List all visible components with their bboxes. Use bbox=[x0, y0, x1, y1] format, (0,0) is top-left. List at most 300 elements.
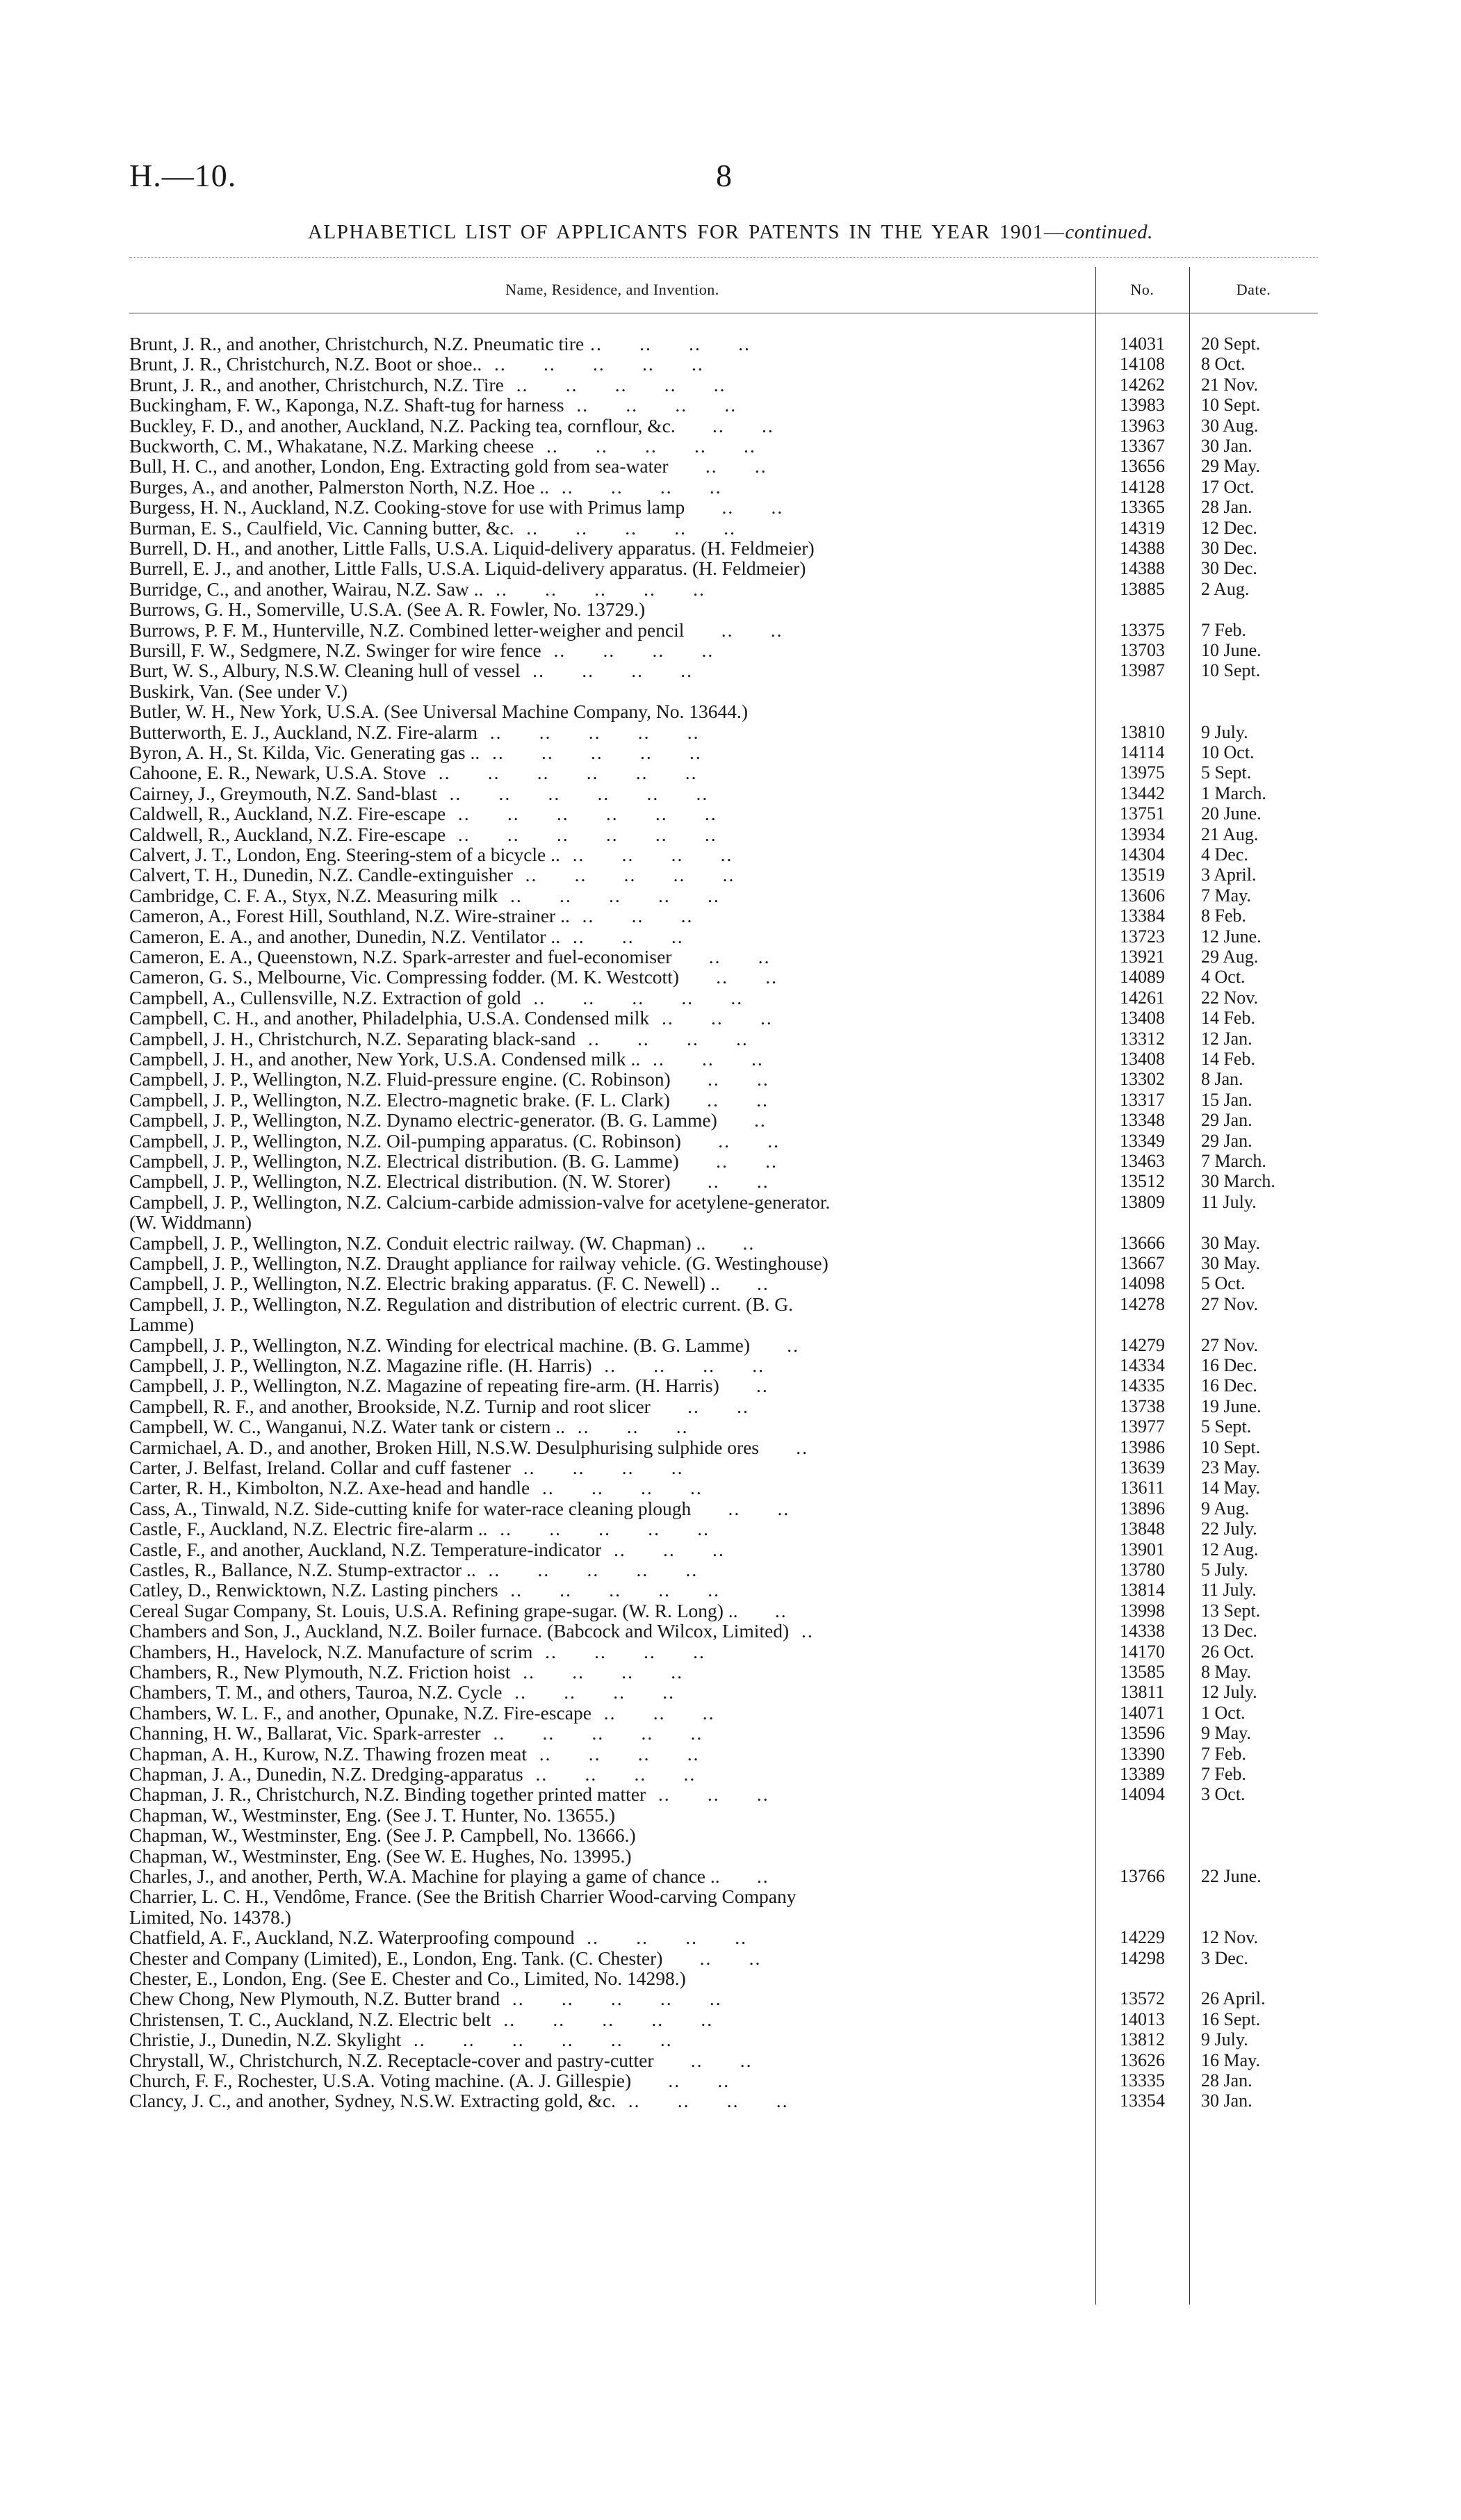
entry-name-invention: Cameron, E. A., and another, Dunedin, N.Z. Ventilator .. bbox=[129, 925, 561, 947]
application-date: 7 Feb. bbox=[1201, 1764, 1246, 1784]
entry-name-invention: Campbell, J. P., Wellington, N.Z. Electric braking apparatus. (F. C. Newell) .. bbox=[129, 1273, 720, 1295]
entry-name-invention: Buckingham, F. W., Kaponga, N.Z. Shaft-tug for harness bbox=[129, 394, 564, 416]
entry-name-invention: Butler, W. H., New York, U.S.A. (See Universal Machine Company, No. 13644.) bbox=[129, 701, 749, 723]
application-date: 1 March. bbox=[1201, 783, 1266, 803]
entry-text bbox=[129, 455, 1082, 477]
entry-name-invention: Cereal Sugar Company, St. Louis, U.S.A. Refining grape-sugar. (W. R. Long) .. bbox=[129, 1599, 738, 1621]
entry-text bbox=[129, 414, 1082, 436]
patent-number: 14388 bbox=[1120, 538, 1165, 558]
page-title bbox=[0, 221, 1461, 244]
application-date: 8 Feb. bbox=[1201, 906, 1246, 926]
entry-name-invention: Campbell, J. P., Wellington, N.Z. Regulation and distribution of electric current. (B. G. bbox=[129, 1293, 794, 1315]
application-date: 16 May. bbox=[1201, 2049, 1260, 2070]
patent-number: 14128 bbox=[1120, 476, 1165, 497]
entry-name-invention: Chambers and Son, J., Auckland, N.Z. Boiler furnace. (Babcock and Wilcox, Limited) bbox=[129, 1620, 790, 1642]
entry-name-invention: Campbell, J. P., Wellington, N.Z. Electrical distribution. (B. G. Lamme) bbox=[129, 1150, 679, 1172]
application-date: 13 Dec. bbox=[1201, 1621, 1257, 1642]
entry-name-invention: Cass, A., Tinwald, N.Z. Side-cutting knife for water-race cleaning plough bbox=[129, 1497, 692, 1519]
patent-number: 14170 bbox=[1120, 1641, 1165, 1662]
application-date: 1 Oct. bbox=[1201, 1702, 1246, 1723]
patent-number: 13572 bbox=[1120, 1988, 1165, 2009]
entry-name-invention: Burt, W. S., Albury, N.S.W. Cleaning hull of vessel bbox=[129, 660, 521, 682]
entry-text bbox=[129, 1926, 1082, 1949]
page-number: 8 bbox=[716, 158, 732, 193]
dot-leader: .. .. .. .. bbox=[510, 1457, 684, 1478]
table-row bbox=[129, 1416, 1318, 1438]
entry-text bbox=[129, 823, 1082, 845]
dot-leader: .. bbox=[717, 1109, 767, 1131]
patent-number: 13738 bbox=[1120, 1396, 1165, 1416]
table-row bbox=[129, 394, 1318, 416]
table-row bbox=[129, 455, 1318, 477]
entry-name-invention: Bursill, F. W., Sedgmere, N.Z. Swinger for wire fence bbox=[129, 639, 541, 661]
entry-name-invention: Church, F. F., Rochester, U.S.A. Voting machine. (A. J. Gillespie) bbox=[129, 2070, 632, 2091]
application-date: 7 May. bbox=[1201, 885, 1251, 906]
dot-leader: .. .. bbox=[680, 1129, 780, 1152]
application-date: 21 Nov. bbox=[1201, 374, 1259, 395]
table-row bbox=[129, 475, 1318, 498]
table-row bbox=[129, 1170, 1318, 1193]
patent-number: 13751 bbox=[1120, 803, 1165, 824]
entry-text bbox=[129, 1538, 1082, 1560]
entry-text bbox=[129, 2008, 1082, 2030]
application-date: 9 July. bbox=[1201, 721, 1248, 742]
entry-text bbox=[129, 1620, 1082, 1642]
entry-name-invention: Bull, H. C., and another, London, Eng. Extracting gold from sea-water bbox=[129, 455, 669, 477]
entry-text bbox=[129, 1742, 1082, 1765]
patent-number: 13367 bbox=[1120, 436, 1165, 456]
entry-name-invention: Chew Chong, New Plymouth, N.Z. Butter brand bbox=[129, 1988, 500, 2010]
entry-name-invention: Cameron, E. A., Queenstown, N.Z. Spark-arrester and fuel-economiser bbox=[129, 946, 672, 967]
entry-name-invention: Campbell, J. P., Wellington, N.Z. Magazine rifle. (H. Harris) bbox=[129, 1355, 592, 1376]
patent-number: 14031 bbox=[1120, 334, 1165, 354]
patent-number: 14388 bbox=[1120, 558, 1165, 579]
table-row bbox=[129, 1436, 1318, 1458]
table-row bbox=[129, 864, 1318, 886]
dot-leader: .. .. .. .. bbox=[532, 1640, 705, 1662]
application-date: 10 Sept. bbox=[1201, 1437, 1261, 1457]
application-date: 9 July. bbox=[1201, 2029, 1248, 2050]
entry-text bbox=[129, 598, 1082, 621]
dot-leader: .. .. bbox=[631, 2070, 730, 2091]
patent-number: 14298 bbox=[1120, 1947, 1165, 1968]
dot-leader: .. .. bbox=[653, 2049, 753, 2071]
entry-name-invention: Carter, R. H., Kimbolton, N.Z. Axe-head and handle bbox=[129, 1477, 530, 1499]
table-row bbox=[129, 701, 1318, 723]
entry-text bbox=[129, 2070, 1082, 2091]
entry-name-invention: Chester, E., London, Eng. (See E. Chester and Co., Limited, No. 14298.) bbox=[129, 1967, 686, 1989]
patent-number: 13809 bbox=[1120, 1191, 1165, 1212]
patent-number: 13998 bbox=[1120, 1600, 1165, 1621]
patent-number: 13317 bbox=[1120, 1089, 1165, 1110]
entry-name-invention: Butterworth, E. J., Auckland, N.Z. Fire-alarm bbox=[129, 721, 478, 743]
table-row bbox=[129, 1497, 1318, 1519]
table-row bbox=[129, 2090, 1318, 2112]
application-date: 27 Nov. bbox=[1201, 1334, 1259, 1355]
patent-number: 13667 bbox=[1120, 1253, 1165, 1273]
entry-name-invention: Buskirk, Van. (See under V.) bbox=[129, 680, 348, 702]
application-date: 30 Dec. bbox=[1201, 558, 1257, 579]
entry-name-invention: Christensen, T. C., Auckland, N.Z. Electric belt bbox=[129, 2008, 491, 2030]
table-row bbox=[129, 619, 1318, 641]
table-row-continuation bbox=[129, 1211, 1318, 1234]
dot-leader: .. .. .. .. bbox=[527, 1742, 700, 1765]
table-row bbox=[129, 1844, 1318, 1867]
patent-number: 13626 bbox=[1120, 2049, 1165, 2070]
table-row bbox=[129, 660, 1318, 682]
column-header-date: Date. bbox=[1236, 281, 1271, 298]
entry-text bbox=[129, 1170, 1082, 1193]
application-date: 12 July. bbox=[1201, 1682, 1257, 1703]
table-row bbox=[129, 1375, 1318, 1397]
entry-text bbox=[129, 1865, 1082, 1887]
entry-text bbox=[129, 1088, 1082, 1111]
table-row bbox=[129, 1007, 1318, 1029]
application-date: 10 Sept. bbox=[1201, 395, 1261, 416]
table-row bbox=[129, 353, 1318, 375]
patent-number: 14013 bbox=[1120, 2008, 1165, 2029]
patent-number: 13519 bbox=[1120, 865, 1165, 885]
entry-name-invention: Chambers, H., Havelock, N.Z. Manufacture of scrim bbox=[129, 1640, 533, 1662]
entry-text bbox=[129, 1191, 1082, 1213]
table-row bbox=[129, 537, 1318, 559]
table-row bbox=[129, 598, 1318, 621]
entry-name-invention: Brunt, J. R., Christchurch, N.Z. Boot or shoe.. bbox=[129, 353, 482, 375]
table-row bbox=[129, 1988, 1318, 2010]
dot-leader: .. .. .. .. .. bbox=[480, 1722, 703, 1744]
entry-text bbox=[129, 2029, 1082, 2051]
entry-text bbox=[129, 2049, 1082, 2071]
entry-text bbox=[129, 1375, 1082, 1397]
entry-name-invention: Cairney, J., Greymouth, N.Z. Sand-blast bbox=[129, 782, 437, 804]
dot-leader: .. bbox=[719, 1273, 769, 1295]
application-date: 29 Jan. bbox=[1201, 1130, 1252, 1151]
entry-continuation-text: Limited, No. 14378.) bbox=[129, 1906, 291, 1928]
entry-name-invention: Campbell, C. H., and another, Philadelphia, U.S.A. Condensed milk bbox=[129, 1007, 650, 1029]
dot-leader: .. .. bbox=[668, 455, 767, 477]
application-date: 7 Feb. bbox=[1201, 1743, 1246, 1764]
table-row bbox=[129, 1109, 1318, 1131]
entry-name-invention: Chambers, W. L. F., and another, Opunake, N.Z. Fire-escape bbox=[129, 1701, 591, 1724]
page-code: H.—10. bbox=[129, 158, 237, 193]
column-header-name: Name, Residence, and Invention. bbox=[505, 281, 719, 298]
dot-leader: .. .. .. .. .. bbox=[512, 864, 735, 886]
application-date: 17 Oct. bbox=[1201, 476, 1255, 497]
application-date: 30 March. bbox=[1201, 1171, 1275, 1192]
dot-leader: .. .. .. .. bbox=[616, 2090, 789, 2112]
patent-number: 14098 bbox=[1120, 1273, 1165, 1294]
table-row bbox=[129, 516, 1318, 539]
entry-text bbox=[129, 1150, 1082, 1172]
dot-leader: .. .. .. .. .. bbox=[475, 1559, 699, 1580]
table-row bbox=[129, 1763, 1318, 1785]
patent-number: 14229 bbox=[1120, 1927, 1165, 1948]
patent-number: 14262 bbox=[1120, 374, 1165, 395]
title-main: ALPHABETICL LIST OF APPLICANTS FOR PATENTS IN THE YEAR 1901— bbox=[308, 221, 1066, 243]
patent-number: 14278 bbox=[1120, 1293, 1165, 1314]
entry-text bbox=[129, 1252, 1082, 1274]
application-date: 20 Sept. bbox=[1201, 334, 1261, 354]
dot-leader: .. .. .. .. .. bbox=[498, 884, 720, 906]
application-date: 29 Aug. bbox=[1201, 947, 1259, 967]
patent-number: 14071 bbox=[1120, 1702, 1165, 1723]
entry-text bbox=[129, 578, 1082, 600]
application-date: 28 Jan. bbox=[1201, 2070, 1252, 2091]
application-date: 30 Aug. bbox=[1201, 415, 1259, 436]
entry-text bbox=[129, 1068, 1082, 1090]
application-date: 13 Sept. bbox=[1201, 1600, 1261, 1621]
entry-name-invention: Burrows, P. F. M., Hunterville, N.Z. Combined letter-weigher and pencil bbox=[129, 619, 685, 641]
application-date: 5 Sept. bbox=[1201, 762, 1252, 783]
dot-leader: .. .. bbox=[670, 1068, 769, 1090]
entry-text bbox=[129, 1477, 1082, 1499]
table-row bbox=[129, 925, 1318, 947]
dot-leader: .. .. .. bbox=[569, 905, 694, 927]
entry-name-invention: Calvert, T. H., Dunedin, N.Z. Candle-extinguisher bbox=[129, 864, 513, 886]
dot-leader: .. .. .. .. .. bbox=[482, 353, 704, 375]
dot-leader: .. .. bbox=[671, 946, 771, 967]
application-date: 30 May. bbox=[1201, 1232, 1260, 1253]
dot-leader: .. .. .. .. .. bbox=[480, 742, 702, 763]
table-row bbox=[129, 823, 1318, 845]
application-date: 14 Feb. bbox=[1201, 1008, 1255, 1029]
patent-number: 13389 bbox=[1120, 1764, 1165, 1784]
application-date: 2 Aug. bbox=[1201, 578, 1250, 599]
patent-number: 14319 bbox=[1120, 517, 1165, 538]
entry-text bbox=[129, 639, 1082, 661]
dot-leader: .. .. .. .. bbox=[549, 475, 722, 498]
application-date: 10 Sept. bbox=[1201, 660, 1261, 681]
entry-text bbox=[129, 557, 1082, 580]
application-date: 10 June. bbox=[1201, 640, 1262, 660]
application-date: 5 Oct. bbox=[1201, 1273, 1246, 1294]
entry-text bbox=[129, 721, 1082, 743]
entry-name-invention: Christie, J., Dunedin, N.Z. Skylight bbox=[129, 2029, 402, 2051]
entry-name-invention: Campbell, J. P., Wellington, N.Z. Dynamo electric-generator. (B. G. Lamme) bbox=[129, 1109, 717, 1131]
application-date: 23 May. bbox=[1201, 1457, 1260, 1478]
table-row bbox=[129, 1640, 1318, 1662]
entry-name-invention: Charrier, L. C. H., Vendôme, France. (See the British Charrier Wood-carving Company bbox=[129, 1885, 797, 1908]
entry-text bbox=[129, 1457, 1082, 1478]
dot-leader: .. .. .. .. bbox=[576, 1027, 749, 1049]
dot-leader: .. .. .. .. bbox=[541, 639, 715, 661]
table-row bbox=[129, 1661, 1318, 1683]
patent-number: 14261 bbox=[1120, 987, 1165, 1008]
application-date: 4 Dec. bbox=[1201, 844, 1248, 865]
application-date: 29 May. bbox=[1201, 456, 1260, 477]
entry-text bbox=[129, 1436, 1082, 1458]
entry-text bbox=[129, 905, 1082, 927]
entry-name-invention: Caldwell, R., Auckland, N.Z. Fire-escape bbox=[129, 823, 446, 845]
application-date: 12 Nov. bbox=[1201, 1927, 1259, 1948]
patent-number: 14335 bbox=[1120, 1375, 1165, 1396]
title-rule bbox=[129, 257, 1318, 258]
title-continued: continued. bbox=[1065, 221, 1153, 243]
patent-number: 14279 bbox=[1120, 1334, 1165, 1355]
entry-name-invention: Chapman, W., Westminster, Eng. (See W. E. Hughes, No. 13995.) bbox=[129, 1844, 632, 1867]
application-date: 30 Dec. bbox=[1201, 538, 1257, 558]
entry-text bbox=[129, 1803, 1082, 1826]
dot-leader: .. .. .. .. bbox=[560, 844, 733, 865]
dot-leader: .. .. .. .. .. .. bbox=[425, 762, 698, 784]
application-date: 26 April. bbox=[1201, 1988, 1266, 2009]
dot-leader: .. .. .. .. .. bbox=[521, 986, 744, 1008]
table-row bbox=[129, 1865, 1318, 1887]
patent-number: 13934 bbox=[1120, 824, 1165, 844]
entry-text bbox=[129, 1416, 1082, 1438]
entry-text bbox=[129, 353, 1082, 375]
application-date: 4 Oct. bbox=[1201, 967, 1246, 988]
application-date: 5 July. bbox=[1201, 1560, 1248, 1580]
patent-number: 13375 bbox=[1120, 619, 1165, 640]
dot-leader: .. bbox=[705, 1232, 756, 1254]
dot-leader: .. .. bbox=[675, 414, 774, 436]
entry-text bbox=[129, 1293, 1082, 1315]
table-row bbox=[129, 782, 1318, 804]
entry-text bbox=[129, 1027, 1082, 1049]
dot-leader: .. .. .. .. .. .. bbox=[436, 782, 709, 804]
entry-text bbox=[129, 1497, 1082, 1519]
table-row bbox=[129, 1559, 1318, 1580]
patent-number: 13349 bbox=[1120, 1130, 1165, 1151]
patent-number: 13639 bbox=[1120, 1457, 1165, 1478]
table-row bbox=[129, 1967, 1318, 1989]
application-date: 16 Dec. bbox=[1201, 1355, 1257, 1375]
entry-name-invention: Cambridge, C. F. A., Styx, N.Z. Measuring milk bbox=[129, 884, 498, 906]
dot-leader: .. bbox=[719, 1375, 769, 1397]
patent-number: 13987 bbox=[1120, 660, 1165, 681]
entry-name-invention: Campbell, J. P., Wellington, N.Z. Draught appliance for railway vehicle. (G. Westinghouse) bbox=[129, 1252, 829, 1274]
entry-text bbox=[129, 1988, 1082, 2010]
entry-name-invention: Clancy, J. C., and another, Sydney, N.S.W. Extracting gold, &c. bbox=[129, 2090, 617, 2112]
application-date: 26 Oct. bbox=[1201, 1641, 1255, 1662]
entry-name-invention: Castle, F., and another, Auckland, N.Z. Temperature-indicator bbox=[129, 1538, 602, 1560]
table-row bbox=[129, 803, 1318, 825]
dot-leader: .. .. .. .. .. .. bbox=[401, 2029, 673, 2051]
patent-number: 14114 bbox=[1120, 742, 1165, 762]
patent-number: 13780 bbox=[1120, 1560, 1165, 1580]
entry-name-invention: Campbell, J. P., Wellington, N.Z. Magazine of repeating fire-arm. (H. Harris) bbox=[129, 1375, 719, 1397]
entry-name-invention: Burrell, E. J., and another, Little Falls, U.S.A. Liquid-delivery apparatus. (H. Feldmeier) bbox=[129, 557, 806, 580]
dot-leader: .. bbox=[737, 1599, 787, 1621]
patent-number: 13384 bbox=[1120, 906, 1165, 926]
patent-number: 13986 bbox=[1120, 1437, 1165, 1457]
entry-name-invention: Campbell, J. P., Wellington, N.Z. Electrical distribution. (N. W. Storer) bbox=[129, 1170, 671, 1193]
patent-number: 13983 bbox=[1120, 395, 1165, 416]
dot-leader: .. .. .. .. .. bbox=[500, 1988, 722, 2010]
table-row bbox=[129, 1518, 1318, 1540]
application-date: 29 Jan. bbox=[1201, 1110, 1252, 1131]
patent-number: 13666 bbox=[1120, 1232, 1165, 1253]
table-row bbox=[129, 905, 1318, 927]
dot-leader: .. .. .. .. .. bbox=[491, 2008, 714, 2030]
table-row bbox=[129, 680, 1318, 702]
application-date: 10 Oct. bbox=[1201, 742, 1255, 762]
application-date: 3 Dec. bbox=[1201, 1947, 1248, 1968]
table-row bbox=[129, 333, 1318, 354]
entry-name-invention: Charles, J., and another, Perth, W.A. Machine for playing a game of chance .. bbox=[129, 1865, 720, 1887]
application-date: 5 Sept. bbox=[1201, 1416, 1252, 1437]
table-row bbox=[129, 1885, 1318, 1908]
patent-number: 13811 bbox=[1120, 1682, 1165, 1703]
table-row bbox=[129, 578, 1318, 600]
dot-leader: .. .. .. .. bbox=[564, 394, 737, 416]
entry-text bbox=[129, 1395, 1082, 1417]
entry-text bbox=[129, 1640, 1082, 1662]
entry-name-invention: Burrell, D. H., and another, Little Falls, U.S.A. Liquid-delivery apparatus. (H. Feldmeier) bbox=[129, 537, 815, 559]
patent-number: 14089 bbox=[1120, 967, 1165, 988]
dot-leader: .. .. bbox=[662, 1947, 762, 1969]
patent-number: 13512 bbox=[1120, 1171, 1165, 1192]
table-row bbox=[129, 1293, 1318, 1315]
application-date: 30 Jan. bbox=[1201, 2091, 1252, 2111]
application-date: 22 July. bbox=[1201, 1519, 1257, 1539]
entry-text bbox=[129, 1681, 1082, 1703]
entry-text bbox=[129, 1844, 1082, 1867]
patent-number: 13611 bbox=[1120, 1478, 1165, 1498]
table-row bbox=[129, 2008, 1318, 2030]
application-date: 27 Nov. bbox=[1201, 1293, 1259, 1314]
dot-leader: .. .. bbox=[670, 1170, 769, 1193]
dot-leader: .. .. .. .. bbox=[510, 1661, 683, 1683]
dot-leader: .. bbox=[719, 1865, 769, 1887]
application-date: 8 Oct. bbox=[1201, 354, 1246, 375]
entry-continuation-text: Lamme) bbox=[129, 1314, 195, 1336]
entry-name-invention: Chapman, J. A., Dunedin, N.Z. Dredging-apparatus bbox=[129, 1763, 523, 1785]
patent-number: 13814 bbox=[1120, 1580, 1165, 1601]
entry-text bbox=[129, 1783, 1082, 1806]
dot-leader: .. .. bbox=[691, 1497, 790, 1519]
entry-text bbox=[129, 1763, 1082, 1785]
entry-name-invention: Campbell, J. P., Wellington, N.Z. Fluid-pressure engine. (C. Robinson) bbox=[129, 1068, 671, 1090]
dot-leader: .. .. .. .. bbox=[523, 1763, 696, 1785]
application-date: 16 Sept. bbox=[1201, 2008, 1261, 2029]
patent-number: 13354 bbox=[1120, 2091, 1165, 2111]
entry-text bbox=[129, 496, 1082, 518]
patent-number: 13812 bbox=[1120, 2029, 1165, 2050]
dot-leader: .. .. .. .. .. .. bbox=[446, 823, 717, 845]
application-date: 12 Dec. bbox=[1201, 517, 1257, 538]
dot-leader: .. .. .. .. bbox=[574, 1926, 747, 1949]
dot-leader: .. .. .. .. .. bbox=[487, 1518, 710, 1540]
entry-text bbox=[129, 373, 1082, 395]
patent-number: 13766 bbox=[1120, 1866, 1165, 1886]
application-date: 20 June. bbox=[1201, 803, 1262, 824]
entry-name-invention: Burrows, G. H., Somerville, U.S.A. (See A. R. Fowler, No. 13729.) bbox=[129, 598, 646, 621]
dot-leader: .. .. bbox=[669, 1088, 769, 1111]
dot-leader: .. .. .. .. bbox=[584, 333, 751, 354]
entry-name-invention: Catley, D., Renwicktown, N.Z. Lasting pinchers bbox=[129, 1579, 498, 1601]
table-row bbox=[129, 496, 1318, 518]
patent-number: 14304 bbox=[1120, 844, 1165, 865]
application-date: 9 May. bbox=[1201, 1723, 1251, 1744]
entry-name-invention: Campbell, J. H., and another, New York, U.S.A. Condensed milk .. bbox=[129, 1048, 641, 1070]
entry-name-invention: Burridge, C., and another, Wairau, N.Z. Saw .. bbox=[129, 578, 484, 600]
table-row bbox=[129, 1824, 1318, 1847]
entry-name-invention: Chrystall, W., Christchurch, N.Z. Receptacle-cover and pastry-cutter bbox=[129, 2049, 654, 2071]
entry-text bbox=[129, 1722, 1082, 1744]
table-row bbox=[129, 2070, 1318, 2091]
patent-number: 14108 bbox=[1120, 354, 1165, 375]
table-row bbox=[129, 1129, 1318, 1152]
entry-text bbox=[129, 803, 1082, 825]
entry-text bbox=[129, 1048, 1082, 1070]
entry-text bbox=[129, 1967, 1082, 1989]
table-row bbox=[129, 1150, 1318, 1172]
entry-name-invention: Campbell, J. P., Wellington, N.Z. Winding for electrical machine. (B. G. Lamme) bbox=[129, 1334, 751, 1356]
table-row bbox=[129, 1538, 1318, 1560]
dot-leader: .. .. .. .. .. bbox=[498, 1579, 721, 1601]
